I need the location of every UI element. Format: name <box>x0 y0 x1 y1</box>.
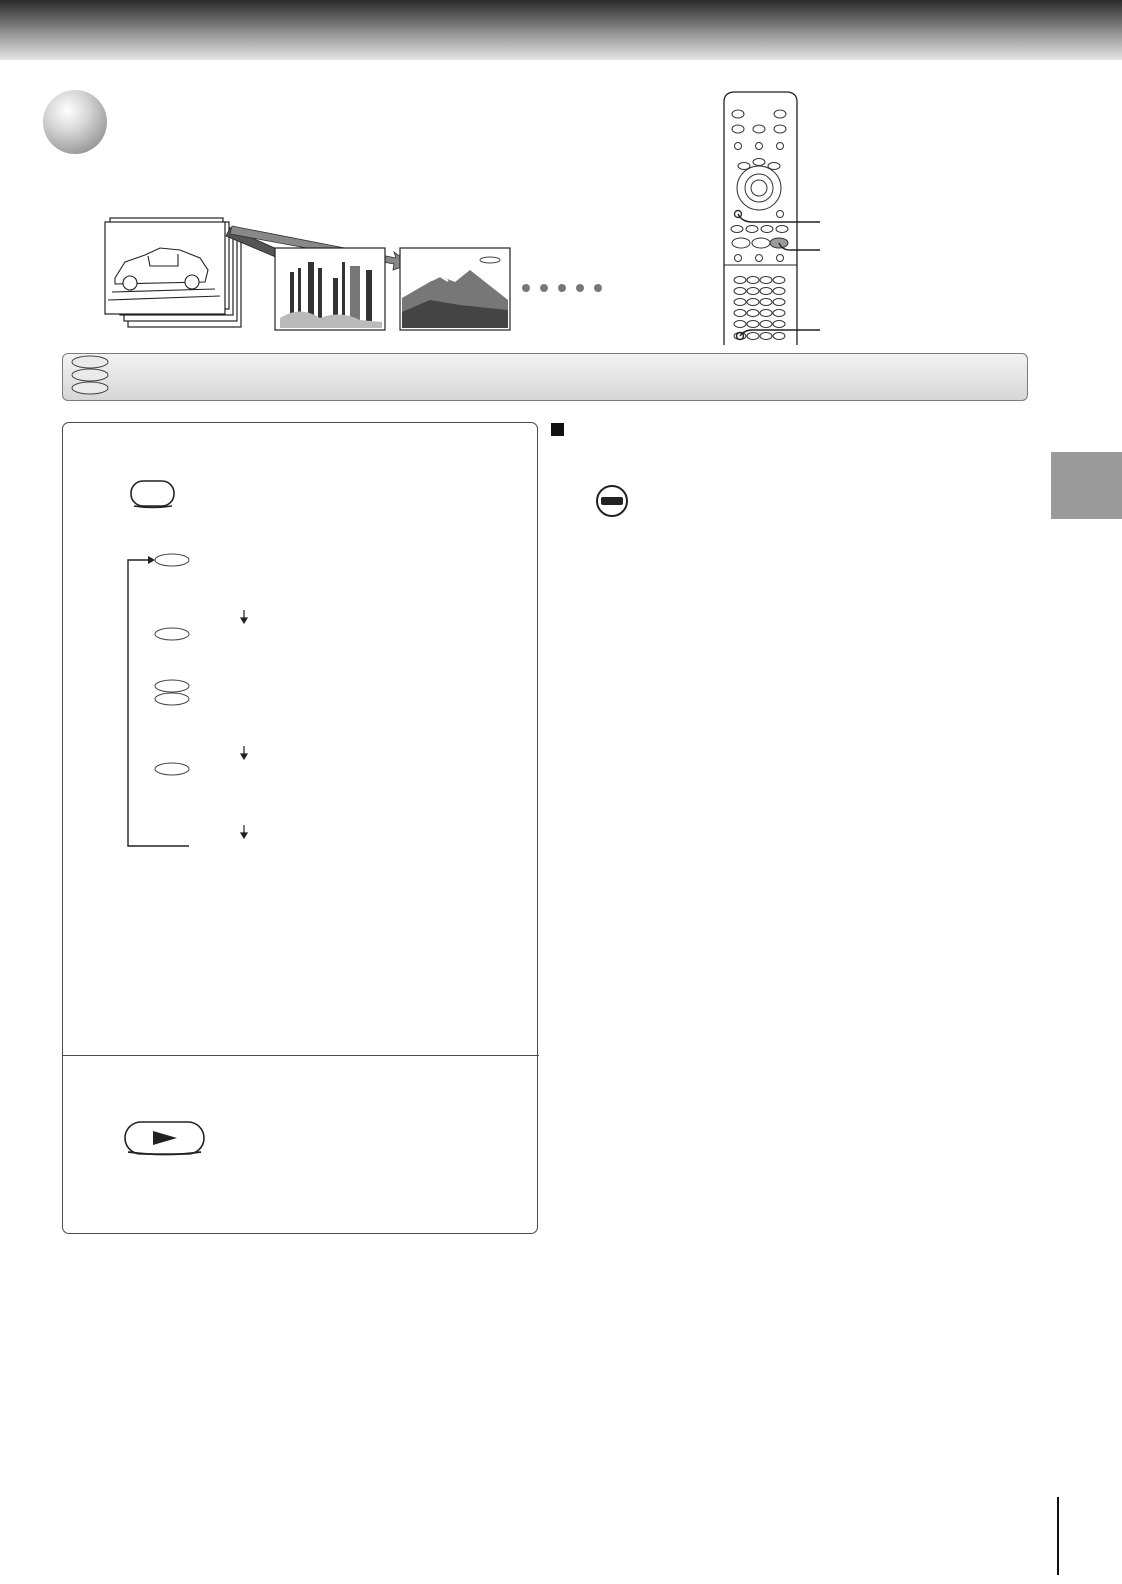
page-number-rule <box>1057 1497 1059 1575</box>
